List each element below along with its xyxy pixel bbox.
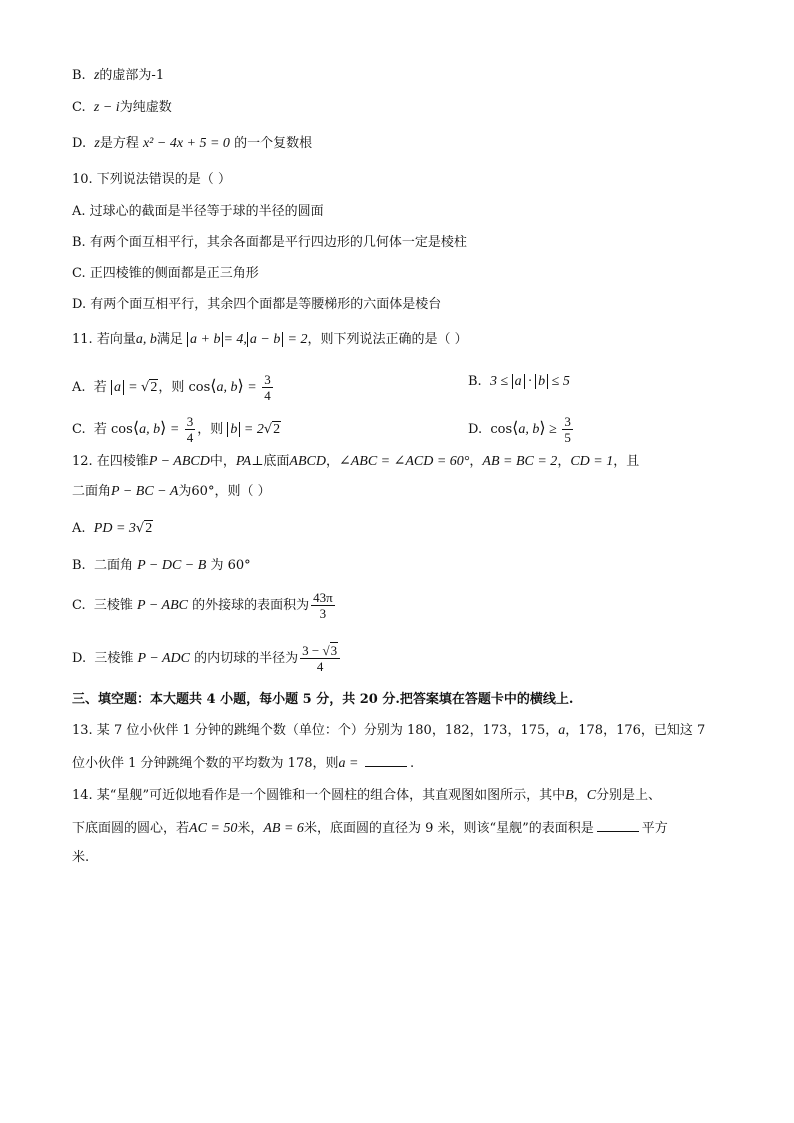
q13-answer-blank[interactable] bbox=[365, 752, 407, 767]
q12-option-c: C. 三棱锥 P − ABC 的外接球的表面积为 $\frac{43\pi}{3}$ bbox=[72, 590, 333, 621]
q12-option-b: B. 二面角 P − DC − B 为 60° bbox=[72, 558, 251, 573]
q12-option-d: D. 三棱锥 P − ADC 的内切球的半径为 $\frac{3 - √3}{4}$ bbox=[72, 643, 734, 674]
q11-option-d: D. cos⟨a, b⟩ ≥ $\frac{3}{5}$ bbox=[468, 414, 571, 445]
q10-option-a: A. 过球心的截面是半径等于球的半径的圆面 bbox=[72, 204, 324, 219]
q13-line1: 13. 某 7 位小伙伴 1 分钟的跳绳个数（单位：个）分别为 180，182，173，175，a，178，176，已知这 7 bbox=[72, 723, 706, 738]
q11-option-b: B. 3 ≤ a · b ≤ 5 bbox=[468, 374, 570, 389]
q12-stem-line2: 二面角P − BC − A为60°，则（ ） bbox=[72, 484, 271, 499]
q14-line2: 下底面圆的圆心，若AC = 50米，AB = 6米，底面圆的直径为 9 米，则该“星舰”的表面积是 平方 bbox=[72, 817, 734, 839]
q12-stem-line1: 12. 在四棱锥P − ABCD中，PA⊥底面ABCD，∠ABC = ∠ACD = 60°，AB = BC = 2，CD = 1，且 bbox=[72, 454, 640, 469]
section-3-heading: 三、填空题：本大题共 4 小题，每小题 5 分，共 20 分.把答案填在答题卡中的横线上. bbox=[72, 692, 574, 707]
q10-stem: 10. 下列说法错误的是（ ） bbox=[72, 172, 231, 187]
q11-option-a: A. 若 a = √2，则 cos⟨a, b⟩ = $\frac{3}{4}$ B. 3 ≤ a · b ≤ 5 bbox=[72, 372, 570, 403]
q11-option-c: C. 若 cos⟨a, b⟩ = $\frac{3}{4}$ ，则 b = 2√2 D. cos⟨a, b⟩ ≥ $\frac{3}{5}$ bbox=[72, 414, 734, 445]
q12-option-a: A. PD = 3√2 bbox=[72, 521, 153, 536]
q9-option-b: B. z的虚部为-1 bbox=[72, 68, 165, 83]
q10-option-b: B. 有两个面互相平行，其余各面都是平行四边形的几何体一定是棱柱 bbox=[72, 235, 467, 250]
q14-answer-blank[interactable] bbox=[597, 817, 639, 832]
q10-option-c: C. 正四棱锥的侧面都是正三角形 bbox=[72, 266, 259, 281]
q11-stem: 11. 若向量a, b满足 a + b = 4, a − b = 2，则下列说法正确的是（ ） bbox=[72, 332, 468, 347]
q9-option-c: C. z − i为纯虚数 bbox=[72, 100, 172, 115]
q14-line3: 米. bbox=[72, 850, 90, 865]
q9-option-d: D. z是方程 x² − 4x + 5 = 0 的一个复数根 bbox=[72, 136, 313, 151]
q14-line1: 14. 某“星舰”可近似地看作是一个圆锥和一个圆柱的组合体，其直观图如图所示，其中B，C分别是上、 bbox=[72, 788, 662, 803]
q10-option-d: D. 有两个面互相平行，其余四个面都是等腰梯形的六面体是棱台 bbox=[72, 297, 442, 312]
q13-line2: 位小伙伴 1 分钟跳绳个数的平均数为 178，则a = . bbox=[72, 752, 734, 774]
